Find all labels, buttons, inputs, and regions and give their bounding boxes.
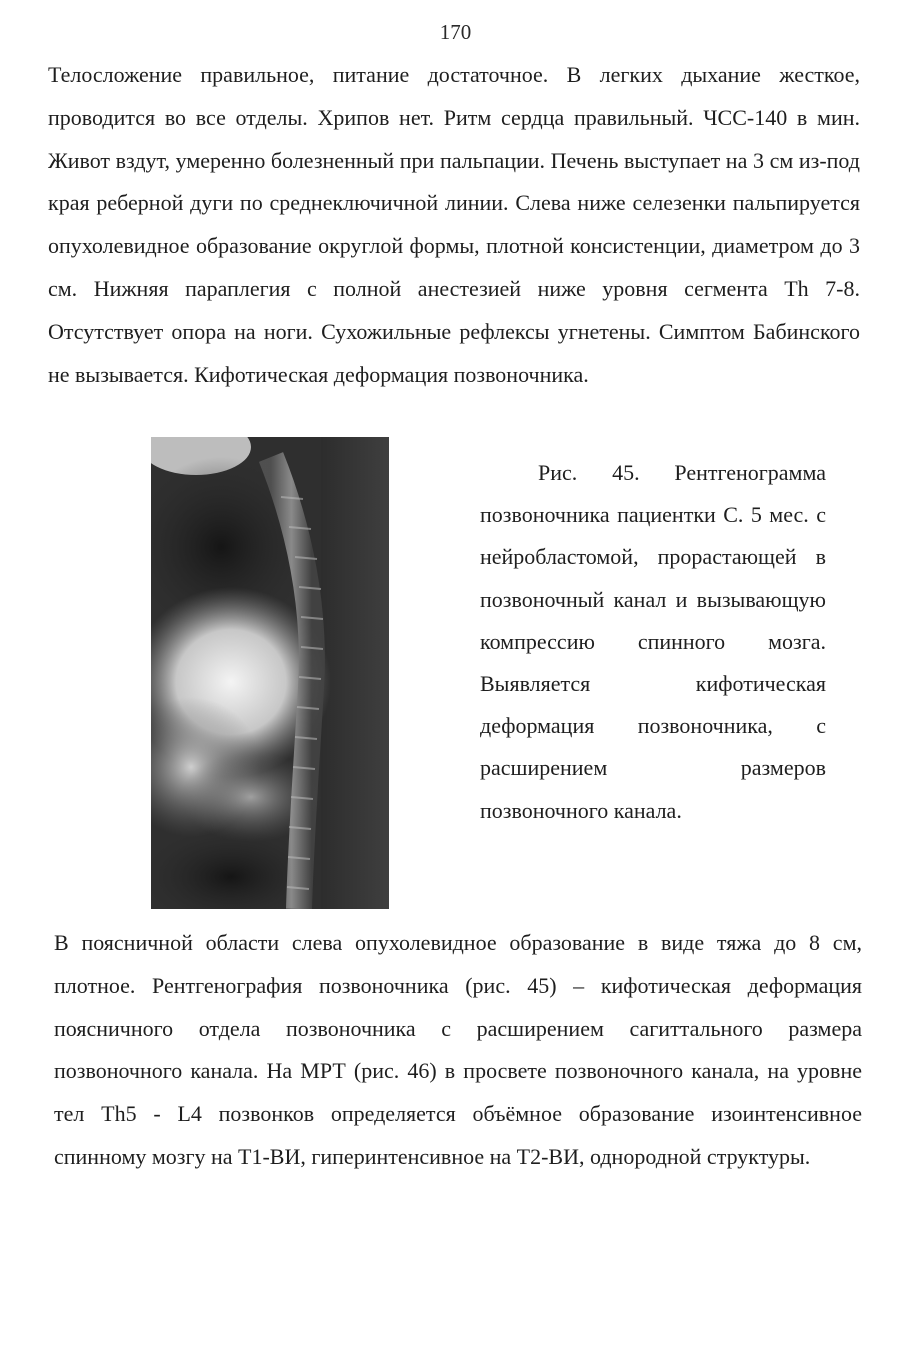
xray-image — [151, 437, 389, 909]
body-paragraph-bottom: В поясничной области слева опухолевидное образование в виде тяжа до 8 см, плотное. Рентгенография позвоночника (рис. 45) – кифотическая деформация поясничного отдела позвоночника с расширением сагиттального размера позвоночного канала. На МРТ (рис. 46) в просвете позвоночного канала, на уровне тел Th5 - L4 позвонков определяется объёмное образование изоинтенсивное спинному мозгу на T1-ВИ, гиперинтенсивное на T2-ВИ, однородной структуры. — [54, 930, 862, 1169]
figure-caption: Рис. 45. Рентгенограмма позвоночника пациентки С. 5 мес. с нейробластомой, прорастающей в позвоночный канал и вызывающую компрессию спинного мозга. Выявляется кифотическая деформация позвоночника, с расширением размеров позвоночного канала. — [480, 460, 826, 823]
xray-figure — [151, 437, 389, 909]
body-paragraph-top: Телосложение правильное, питание достаточное. В легких дыхание жесткое, проводится во все отделы. Хрипов нет. Ритм сердца правильный. ЧСС-140 в мин. Живот вздут, умеренно болезненный при пальпации. Печень выступает на 3 см из-под края реберной дуги по среднеключичной линии. Слева ниже селезенки пальпируется опухолевидное образование округлой формы, плотной консистенции, диаметром до 3 см. Нижняя параплегия с полной анестезией ниже уровня сегмента Th 7-8. Отсутствует опора на ноги. Сухожильные рефлексы угнетены. Симптом Бабинского не вызывается. Кифотическая деформация позвоночника. — [48, 62, 860, 387]
page-number: 170 — [439, 20, 472, 44]
